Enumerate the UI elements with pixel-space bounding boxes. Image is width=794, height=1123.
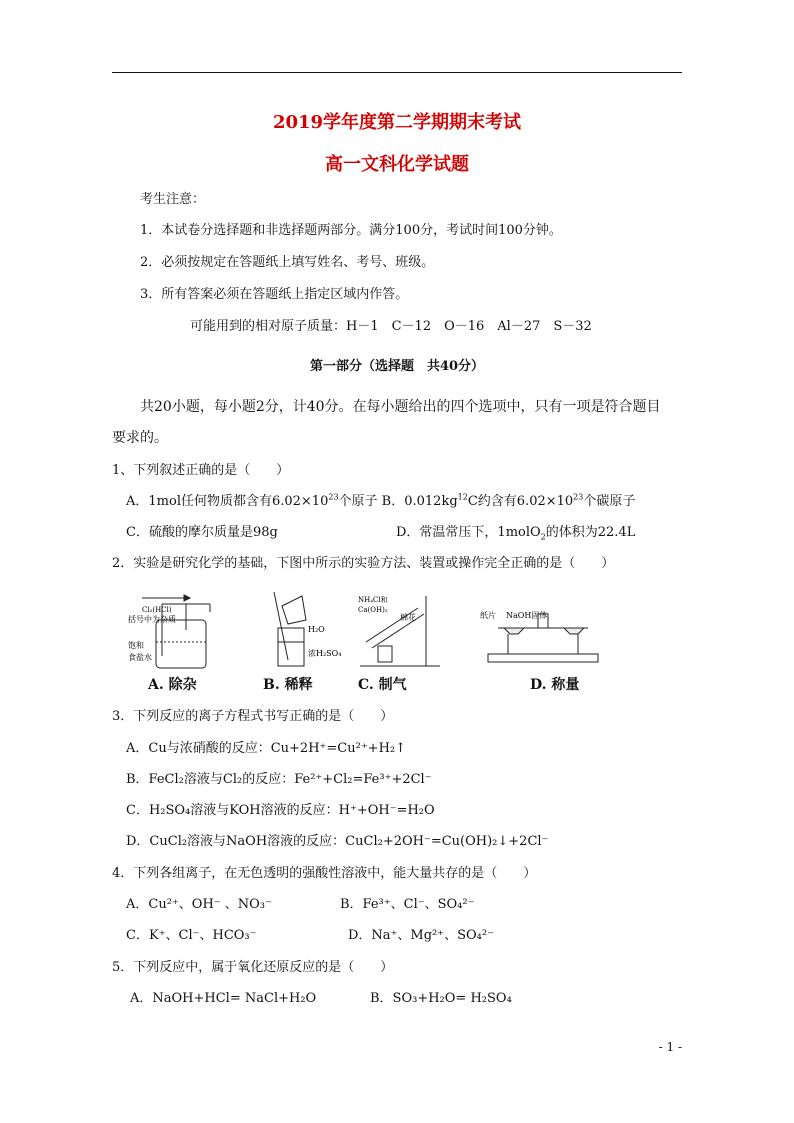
page-number: - 1 - xyxy=(658,1040,682,1054)
fig-a-label: 括号中为杂质 xyxy=(128,615,176,624)
figure-caption-c: C. 制气 xyxy=(358,677,407,693)
q4-option-c: C．K⁺、Cl⁻、HCO₃⁻ xyxy=(126,928,257,943)
q5-option-a: A．NaOH+HCl= NaCl+H₂O xyxy=(130,991,317,1006)
note-item: 1．本试卷分选择题和非选择题两部分。满分100分，考试时间100分钟。 xyxy=(140,223,562,238)
q3-stem: 3．下列反应的离子方程式书写正确的是（ ） xyxy=(112,709,394,724)
q1-option-d: D．常温常压下，1molO$_2$的体积为22.4L xyxy=(396,525,636,542)
exam-title: 2019学年度第二学期期末考试 xyxy=(272,112,522,133)
fig-d-label: 纸片 xyxy=(480,611,496,620)
figure-caption-a: A. 除杂 xyxy=(148,677,197,693)
part1-intro-cont: 要求的。 xyxy=(112,430,168,446)
part1-heading: 第一部分（选择题 共40分） xyxy=(309,359,485,374)
q3-option-c: C．H₂SO₄溶液与KOH溶液的反应：H⁺+OH⁻=H₂O xyxy=(126,803,435,818)
q3-option-b: B．FeCl₂溶液与Cl₂的反应：Fe²⁺+Cl₂=Fe³⁺+2Cl⁻ xyxy=(126,772,432,787)
q5-option-b: B．SO₃+H₂O= H₂SO₄ xyxy=(370,991,512,1006)
q2-stem: 2．实验是研究化学的基础，下图中所示的实验方法、装置或操作完全正确的是（ ） xyxy=(112,556,615,571)
atomic-masses: 可能用到的相对原子质量：H－1 C－12 O－16 Al－27 S－32 xyxy=(190,319,592,334)
q5-stem: 5．下列反应中，属于氧化还原反应的是（ ） xyxy=(112,960,394,975)
q1-option-c: C．硫酸的摩尔质量是98g xyxy=(126,525,278,540)
note-item: 3．所有答案必须在答题纸上指定区域内作答。 xyxy=(140,287,409,302)
q4-option-d: D．Na⁺、Mg²⁺、SO₄²⁻ xyxy=(348,928,494,943)
q4-option-b: B．Fe³⁺、Cl⁻、SO₄²⁻ xyxy=(340,897,475,912)
fig-d-label: NaOH固体 xyxy=(506,611,548,620)
figure-caption-d: D. 称量 xyxy=(530,677,580,693)
q4-option-a: A．Cu²⁺、OH⁻ 、NO₃⁻ xyxy=(126,897,272,912)
fig-c-label: 棉花 xyxy=(400,613,416,622)
figure-c-gas-prep xyxy=(356,590,446,672)
figure-d-balance xyxy=(478,590,608,672)
part1-intro: 共20小题，每小题2分，计40分。在每小题给出的四个选项中，只有一项是符合题目 xyxy=(140,399,661,415)
q3-option-a: A．Cu与浓硝酸的反应：Cu+2H⁺=Cu²⁺+H₂↑ xyxy=(126,741,407,756)
fig-c-label: Ca(OH)₂ xyxy=(358,606,388,614)
fig-b-label: H₂O xyxy=(308,625,325,634)
note-item: 2．必须按规定在答题纸上填写姓名、考号、班级。 xyxy=(140,255,435,270)
notes-heading: 考生注意： xyxy=(140,192,206,207)
fig-a-label: 饱和 xyxy=(128,641,144,650)
fig-b-label: 浓H₂SO₄ xyxy=(308,649,342,658)
fig-c-label: NH₄Cl和 xyxy=(358,596,388,604)
q1-option-a-b: A．1mol任何物质都含有$6.02\times 10^{23}$个原子 B．$0.012kg^{12}C$约含有$6.02\times 10^{23}$个碳原子 xyxy=(126,492,636,509)
figure-b-dilution xyxy=(262,590,342,672)
q3-option-d: D．CuCl₂溶液与NaOH溶液的反应：CuCl₂+2OH⁻=Cu(OH)₂↓+2Cl⁻ xyxy=(126,834,549,849)
fig-a-label: 食盐水 xyxy=(128,653,152,662)
exam-subtitle: 高一文科化学试题 xyxy=(325,154,469,175)
q4-stem: 4．下列各组离子，在无色透明的强酸性溶液中，能大量共存的是（ ） xyxy=(112,866,537,881)
figure-a-washing-bottle xyxy=(126,590,216,672)
header-rule xyxy=(112,72,682,73)
fig-a-label: Cl₂(HCl) xyxy=(142,606,172,614)
figure-caption-b: B. 稀释 xyxy=(263,677,313,693)
q1-stem: 1、下列叙述正确的是（ ） xyxy=(112,463,290,478)
